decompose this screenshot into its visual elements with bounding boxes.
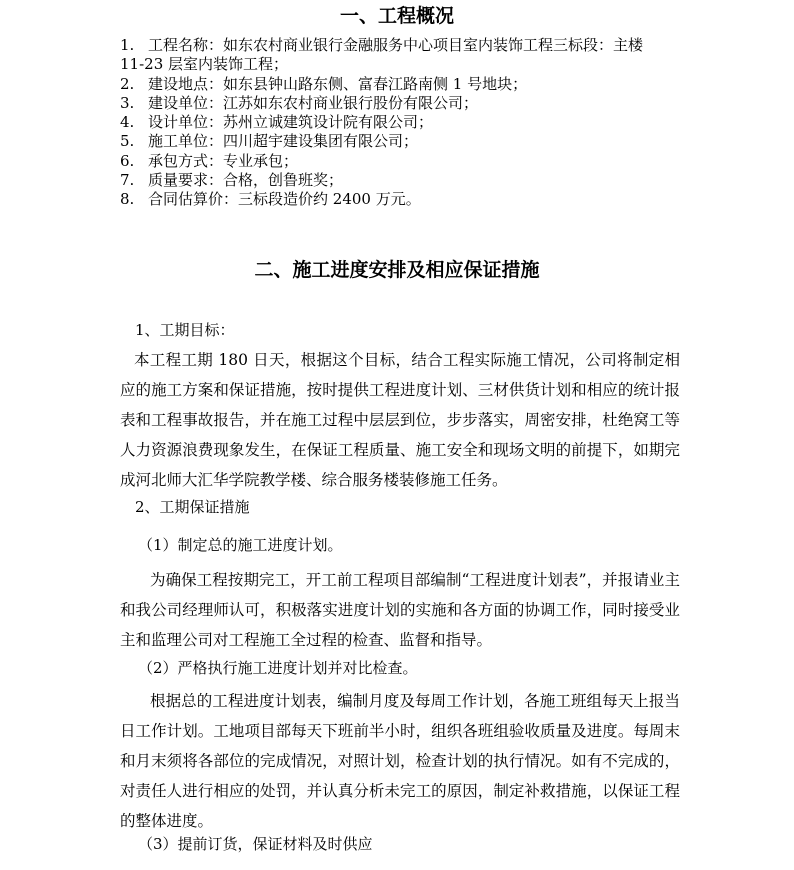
list-item-number: 6.	[120, 151, 135, 170]
subheading-overall-plan: （1）制定总的施工进度计划。	[138, 536, 343, 554]
list-item	[0, 36, 794, 75]
project-overview-list	[0, 36, 794, 210]
list-item-number: 3.	[120, 93, 135, 112]
list-item	[0, 190, 794, 209]
list-item-number: 8.	[120, 190, 135, 209]
subheading-advance-ordering: （3）提前订货，保证材料及时供应	[138, 835, 373, 853]
list-item-text: 工程名称：如东农村商业银行金融服务中心项目室内装饰工程三标段：主楼	[148, 36, 644, 54]
paragraph-overall-plan: 为确保工程按期完工，开工前工程项目部编制“工程进度计划表”，并报请业主和我公司经理师认可，积极落实进度计划的实施和各方面的协调工作，同时接受业主和监理公司对工程施工全过程的检查、监督和指导。	[120, 571, 680, 649]
list-item	[0, 75, 794, 94]
list-item-number: 2.	[120, 74, 135, 93]
subheading-schedule-measures: 2、工期保证措施	[135, 498, 250, 516]
list-item-text: 建设地点：如东县钟山路东侧、富春江路南侧 1 号地块；	[148, 74, 528, 93]
subheading-schedule-target: 1、工期目标：	[135, 321, 235, 339]
subheading-strict-execution: （2）严格执行施工进度计划并对比检查。	[138, 659, 418, 677]
list-item-text-continued: 11-23 层室内装饰工程；	[120, 55, 289, 74]
list-item-text: 建设单位：江苏如东农村商业银行股份有限公司；	[148, 93, 479, 112]
list-item	[0, 171, 794, 190]
list-item	[0, 132, 794, 151]
list-item	[0, 113, 794, 132]
list-item-number: 1.	[120, 36, 135, 54]
section-2-title: 二、施工进度安排及相应保证措施	[254, 259, 540, 281]
list-item-text: 质量要求：合格，创鲁班奖；	[148, 171, 344, 190]
list-item-number: 5.	[120, 132, 135, 151]
list-item-number: 7.	[120, 171, 135, 190]
list-item	[0, 94, 794, 113]
paragraph-strict-execution: 根据总的工程进度计划表，编制月度及每周工作计划，各施工班组每天上报当日工作计划。工地项目部每天下班前半小时，组织各班组验收质量及进度。每周末和月末须将各部位的完成情况，对照计划，检查计划的执行情况。如有不完成的，对责任人进行相应的处罚，并认真分析未完工的原因，制定补救措施，以保证工程的整体进度。	[120, 692, 680, 830]
list-item-text: 设计单位：苏州立诚建筑设计院有限公司；	[148, 113, 434, 132]
list-item-text: 施工单位：四川超宇建设集团有限公司；	[148, 132, 419, 151]
list-item	[0, 152, 794, 171]
list-item-text: 承包方式：专业承包；	[148, 151, 299, 170]
list-item-number: 4.	[120, 113, 135, 132]
list-item-text: 合同估算价：三标段造价约 2400 万元。	[148, 190, 421, 209]
paragraph-schedule-target: 本工程工期 180 日天，根据这个目标，结合工程实际施工情况，公司将制定相应的施工方案和保证措施，按时提供工程进度计划、三材供货计划和相应的统计报表和工程事故报告，并在施工过程中层层到位，步步落实，周密安排，杜绝窝工等人力资源浪费现象发生，在保证工程质量、施工安全和现场文明的前提下，如期完成河北师大汇华学院教学楼、综合服务楼装修施工任务。	[120, 351, 680, 489]
section-1-title: 一、工程概况	[339, 5, 454, 27]
